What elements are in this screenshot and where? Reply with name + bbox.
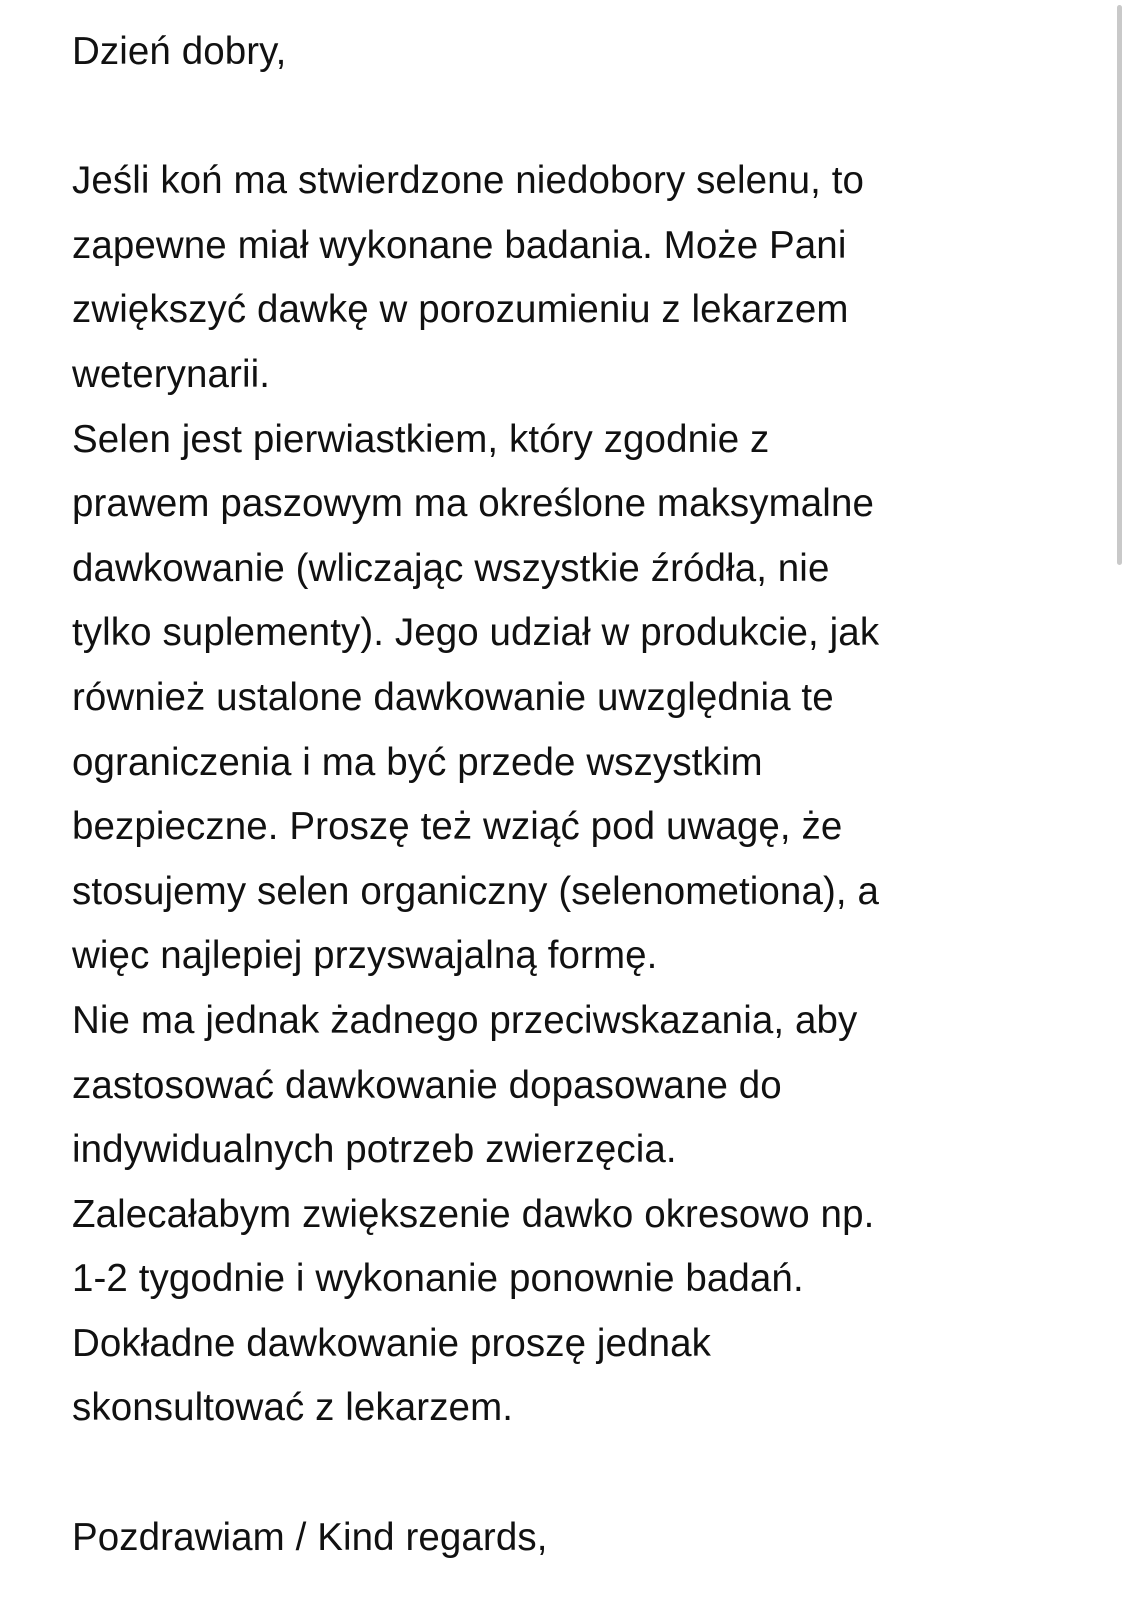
body-line: Selen jest pierwiastkiem, który zgodnie z <box>72 417 770 461</box>
vertical-scrollbar[interactable] <box>1113 0 1125 1615</box>
scrollbar-thumb[interactable] <box>1117 5 1122 565</box>
email-signoff: Pozdrawiam / Kind regards, <box>72 1515 548 1559</box>
body-line: 1-2 tygodnie i wykonanie ponownie badań. <box>72 1257 804 1301</box>
body-line: Dokładne dawkowanie proszę jednak <box>72 1321 711 1365</box>
email-greeting: Dzień dobry, <box>72 30 287 73</box>
body-line: Nie ma jednak żadnego przeciwskazania, aby <box>72 998 858 1042</box>
body-line: tylko suplementy). Jego udział w produkcie, jak <box>72 611 880 655</box>
body-line: Jeśli koń ma stwierdzone niedobory selenu, to <box>72 159 865 203</box>
body-line: również ustalone dawkowanie uwzględnia te <box>72 675 834 719</box>
body-line: bezpieczne. Proszę też wziąć pod uwagę, że <box>72 805 843 849</box>
body-line: stosujemy selen organiczny (selenometiona), a <box>72 869 879 913</box>
body-line: weterynarii. <box>72 352 271 396</box>
body-line: indywidualnych potrzeb zwierzęcia. <box>72 1128 677 1172</box>
blank-line <box>72 85 1062 150</box>
blank-line <box>72 1441 1062 1506</box>
body-line: zastosować dawkowanie dopasowane do <box>72 1063 782 1107</box>
body-line: prawem paszowym ma określone maksymalne <box>72 482 874 526</box>
body-line: dawkowanie (wliczając wszystkie źródła, nie <box>72 546 830 590</box>
email-message-body <box>72 20 1062 1570</box>
body-line: zwiększyć dawkę w porozumieniu z lekarzem <box>72 288 849 332</box>
body-line: ograniczenia i ma być przede wszystkim <box>72 740 763 784</box>
body-line: skonsultować z lekarzem. <box>72 1386 514 1430</box>
body-line: więc najlepiej przyswajalną formę. <box>72 934 658 978</box>
body-line: zapewne miał wykonane badania. Może Pani <box>72 223 847 267</box>
body-line: Zalecałabym zwiększenie dawko okresowo np. <box>72 1192 875 1236</box>
